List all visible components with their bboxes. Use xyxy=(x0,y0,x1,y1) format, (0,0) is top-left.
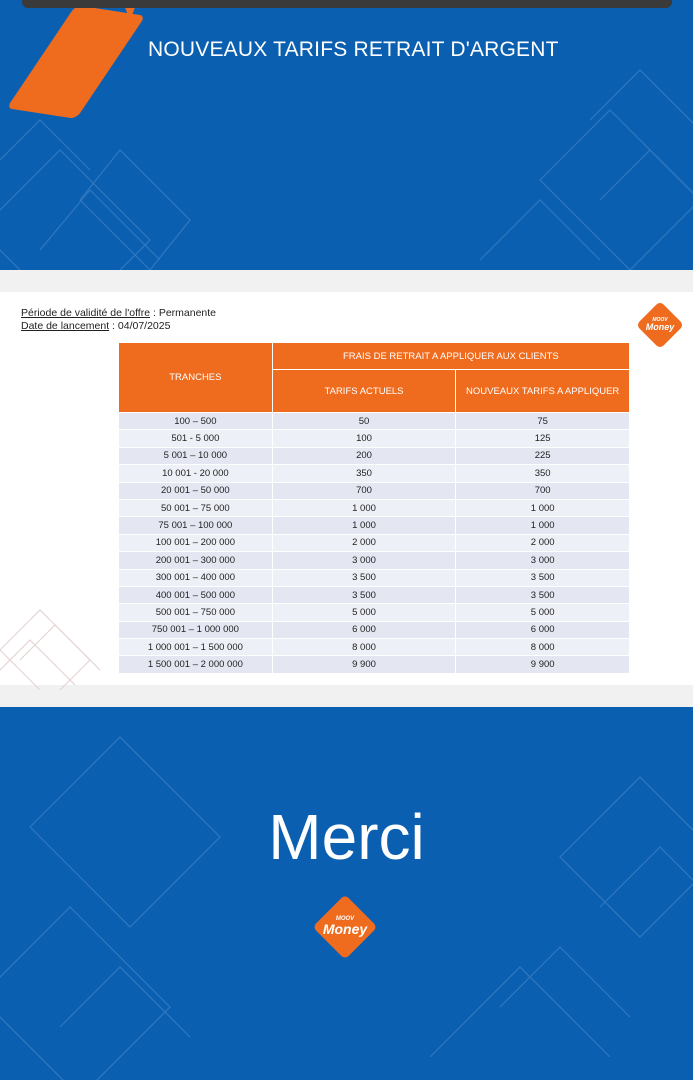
status-bar-edge xyxy=(22,0,672,8)
validity-line xyxy=(21,307,216,319)
cell-tarif-actuel: 1 000 xyxy=(272,499,456,516)
logo-large-line2: Money xyxy=(322,921,368,937)
cell-tarif-actuel: 9 900 xyxy=(272,656,456,673)
cell-tranche: 500 001 – 750 000 xyxy=(119,604,273,621)
table-row xyxy=(119,465,630,482)
decorative-outlines-left xyxy=(0,590,120,690)
cell-tarif-actuel: 3 500 xyxy=(272,586,456,603)
cell-tranche: 20 001 – 50 000 xyxy=(119,482,273,499)
page-title: NOUVEAUX TARIFS RETRAIT D'ARGENT xyxy=(148,38,559,61)
logo-line2: Money xyxy=(645,322,675,332)
cell-nouveau-tarif: 1 000 xyxy=(456,499,630,516)
cell-nouveau-tarif: 2 000 xyxy=(456,534,630,551)
cell-nouveau-tarif: 125 xyxy=(456,430,630,447)
cell-tranche: 1 500 001 – 2 000 000 xyxy=(119,656,273,673)
table-row xyxy=(119,534,630,551)
cell-tranche: 501 - 5 000 xyxy=(119,430,273,447)
cell-nouveau-tarif: 75 xyxy=(456,413,630,430)
cell-tranche: 50 001 – 75 000 xyxy=(119,499,273,516)
logo-large-line1: MOOV xyxy=(335,916,355,922)
table-row xyxy=(119,447,630,464)
table-row xyxy=(119,482,630,499)
cell-tarif-actuel: 700 xyxy=(272,482,456,499)
cell-tarif-actuel: 5 000 xyxy=(272,604,456,621)
table-row xyxy=(119,499,630,516)
header-tarifs-actuels: TARIFS ACTUELS xyxy=(272,370,456,413)
table-row xyxy=(119,552,630,569)
validity-label: Période de validité de l'offre xyxy=(21,307,151,319)
cell-tranche: 100 – 500 xyxy=(119,413,273,430)
cell-tranche: 400 001 – 500 000 xyxy=(119,586,273,603)
validity-value: : Permanente xyxy=(150,307,217,319)
table-row xyxy=(119,569,630,586)
header-banner xyxy=(0,0,693,270)
table-row xyxy=(119,604,630,621)
launch-line xyxy=(21,320,170,332)
tariff-table xyxy=(118,342,630,674)
table-row xyxy=(119,656,630,673)
cell-tarif-actuel: 3 500 xyxy=(272,569,456,586)
table-row xyxy=(119,621,630,638)
launch-value: : 04/07/2025 xyxy=(109,320,171,332)
cell-tranche: 100 001 – 200 000 xyxy=(119,534,273,551)
card-top-strip xyxy=(0,270,693,292)
header-nouveaux-tarifs: NOUVEAUX TARIFS A APPLIQUER xyxy=(456,370,630,413)
cell-tranche: 300 001 – 400 000 xyxy=(119,569,273,586)
cell-tarif-actuel: 8 000 xyxy=(272,639,456,656)
cell-nouveau-tarif: 225 xyxy=(456,447,630,464)
tariff-rows xyxy=(119,413,630,674)
cell-tranche: 10 001 - 20 000 xyxy=(119,465,273,482)
cell-tarif-actuel: 1 000 xyxy=(272,517,456,534)
table-row xyxy=(119,517,630,534)
cell-nouveau-tarif: 700 xyxy=(456,482,630,499)
cell-tarif-actuel: 100 xyxy=(272,430,456,447)
cell-tranche: 5 001 – 10 000 xyxy=(119,447,273,464)
cell-tarif-actuel: 2 000 xyxy=(272,534,456,551)
cell-tarif-actuel: 350 xyxy=(272,465,456,482)
cell-tranche: 1 000 001 – 1 500 000 xyxy=(119,639,273,656)
thanks-text: Merci xyxy=(268,801,425,873)
cell-tranche: 75 001 – 100 000 xyxy=(119,517,273,534)
cell-nouveau-tarif: 3 000 xyxy=(456,552,630,569)
cell-tarif-actuel: 3 000 xyxy=(272,552,456,569)
cell-tranche: 750 001 – 1 000 000 xyxy=(119,621,273,638)
cell-nouveau-tarif: 350 xyxy=(456,465,630,482)
cell-tarif-actuel: 6 000 xyxy=(272,621,456,638)
cell-nouveau-tarif: 1 000 xyxy=(456,517,630,534)
cell-nouveau-tarif: 8 000 xyxy=(456,639,630,656)
cell-tarif-actuel: 50 xyxy=(272,413,456,430)
launch-label: Date de lancement xyxy=(21,320,110,332)
table-row xyxy=(119,586,630,603)
table-row xyxy=(119,639,630,656)
cell-tranche: 200 001 – 300 000 xyxy=(119,552,273,569)
cell-nouveau-tarif: 6 000 xyxy=(456,621,630,638)
decorative-outlines-bottom xyxy=(0,707,693,1080)
header-group: FRAIS DE RETRAIT A APPLIQUER AUX CLIENTS xyxy=(272,343,629,370)
cell-nouveau-tarif: 3 500 xyxy=(456,569,630,586)
header-tranches: TRANCHES xyxy=(119,343,273,413)
cell-nouveau-tarif: 3 500 xyxy=(456,586,630,603)
cell-nouveau-tarif: 9 900 xyxy=(456,656,630,673)
table-row xyxy=(119,430,630,447)
logo-line1: MOOV xyxy=(652,317,668,323)
cell-nouveau-tarif: 5 000 xyxy=(456,604,630,621)
table-row xyxy=(119,413,630,430)
cell-tarif-actuel: 200 xyxy=(272,447,456,464)
